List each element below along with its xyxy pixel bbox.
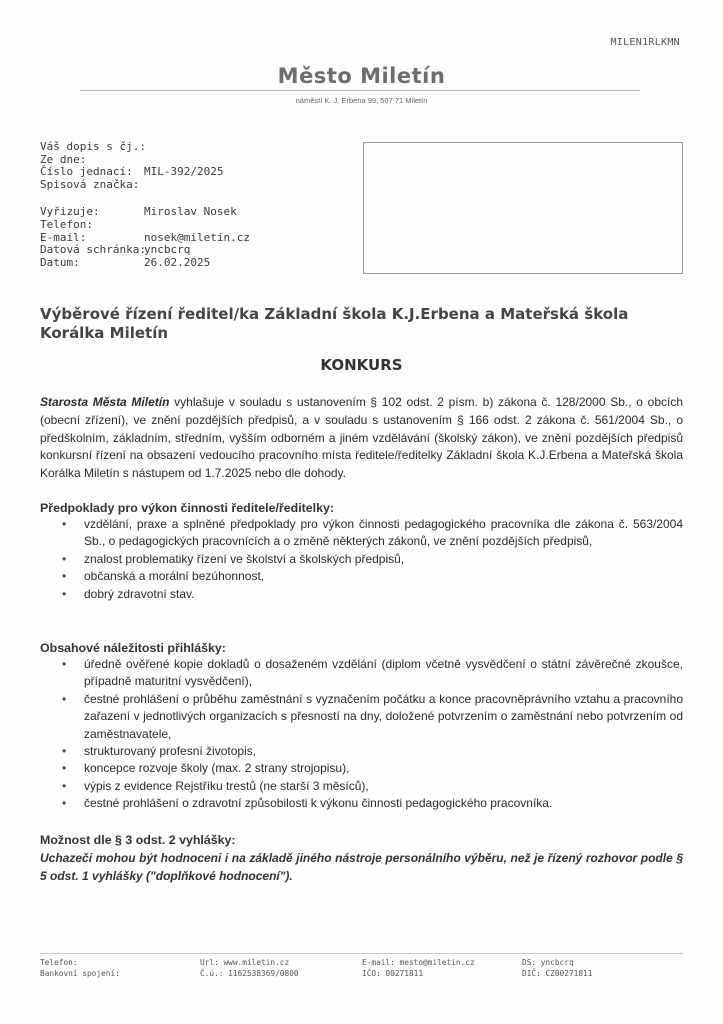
meta-label: Ze dne: — [40, 152, 87, 166]
meta-row — [40, 179, 250, 192]
footer-line: DIČ: CZ00271811 — [522, 968, 593, 978]
list-item: • čestné prohlášení o průběhu zaměstnání s vyznačením počátku a konce pracovněprávního vztahu a pracovního zařazení v jednotlivých organizacích s přesností na dny, doložené potvrzením o zaměstnání nebo potvrzením od zaměstnavatele, — [60, 691, 683, 743]
footer-col-web — [200, 958, 299, 979]
section-title: KONKURS — [320, 356, 403, 374]
list-item: • znalost problematiky řízení ve školství a školských předpisů, — [60, 551, 683, 568]
list-item: • vzdělání, praxe a splněné předpoklady pro výkon činnosti pedagogického pracovníka dle zákona č. 563/2004 Sb., o pedagogických pracovnících a o změně některých zákonů, ve znění pozdějších předpisů, — [60, 516, 683, 551]
option-text: Uchazeči mohou být hodnoceni i na základě jiného nástroje personálního výběru, než je řízený rozhovor podle § 5 odst. 1 vyhlášky ("doplňkové hodnocení"). — [40, 851, 683, 883]
meta-spacer — [40, 191, 250, 206]
intro-text: vyhlašuje v souladu s ustanovením § 102 odst. 2 písm. b) zákona č. 128/2000 Sb., o obcích (obecní zřízení), ve znění pozdějších předpisů, a v souladu s ustanovením § 166 odst. 2 zákona č. 561/2004 Sb., o předškolním, základním, středním, vyšším odborném a jiném vzdělávání (školský zákon), ve znění pozdějších předpisů konkursní řízení na obsazení vedoucího pracovního místa ředitele/ředitelky Základní škola K.J.Erbena a Mateřská škola Korálka Miletín s nástupem od 1.7.2025 nebo dle dohody. — [40, 395, 683, 481]
page-title: Město Miletín — [277, 64, 446, 88]
footer-line: Telefon: — [40, 958, 78, 967]
list-item: • koncepce rozvoje školy (max. 2 strany strojopisu), — [60, 760, 683, 777]
meta-value: MIL-392/2025 — [144, 165, 224, 179]
meta-value: nosek@miletin.cz — [144, 230, 250, 244]
meta-label: Telefon: — [40, 217, 93, 231]
meta-value: Miroslav Nosek — [144, 205, 237, 219]
application-contents-heading: Obsahové náležitosti přihlášky: — [40, 641, 226, 655]
footer-line: Bankovní spojení: — [40, 968, 120, 978]
meta-row — [40, 219, 250, 232]
list-item: • dobrý zdravotní stav. — [60, 586, 683, 603]
intro-lead: Starosta Města Miletín — [40, 395, 170, 409]
meta-label: Číslo jednací: — [40, 165, 133, 179]
footer-line: Č.ú.: 1162538369/0800 — [200, 968, 299, 978]
meta-value: yncbcrq — [144, 243, 191, 257]
meta-label: Datum: — [40, 255, 80, 269]
header-address: náměstí K. J. Erbena 99, 507 71 Miletín — [295, 96, 428, 105]
meta-row — [40, 257, 250, 270]
meta-label: Váš dopis s čj.: — [40, 140, 146, 153]
list-item: • čestné prohlášení o zdravotní způsobilosti k výkonu činnosti pedagogického pracovníka. — [60, 795, 683, 812]
header-divider — [80, 90, 640, 91]
document-subject: Výběrové řízení ředitel/ka Základní škola K.J.Erbena a Mateřská škola Korálka Miletín — [40, 305, 629, 342]
footer-line: DS: yncbcrq — [522, 958, 574, 967]
meta-row — [40, 141, 250, 154]
list-item: • strukturovaný profesní životopis, — [60, 743, 683, 760]
prerequisites-list — [60, 516, 683, 603]
application-contents-list — [60, 656, 683, 813]
intro-paragraph — [40, 394, 683, 483]
meta-row — [40, 166, 250, 179]
footer-line: Url: www.miletin.cz — [200, 958, 290, 967]
meta-row — [40, 244, 250, 257]
meta-label: E-mail: — [40, 230, 87, 244]
prerequisites-heading: Předpoklady pro výkon činnosti ředitele/ředitelky: — [40, 501, 335, 515]
footer-col-email — [362, 958, 475, 979]
option-heading: Možnost dle § 3 odst. 2 vyhlášky: — [40, 833, 236, 847]
meta-label: Spisová značka: — [40, 177, 140, 191]
document-code: MILEN1RLKMN — [610, 37, 680, 48]
reference-block — [40, 141, 250, 269]
list-item: • výpis z evidence Rejstříku trestů (ne starší 3 měsíců), — [60, 778, 683, 795]
meta-label: Datová schránka: — [40, 243, 146, 257]
footer-line: IČO: 00271811 — [362, 968, 424, 978]
footer-line: E-mail: mesto@miletin.cz — [362, 958, 475, 967]
recipient-address-box — [363, 142, 683, 274]
meta-label: Vyřizuje: — [40, 205, 100, 219]
footer-col-contact — [40, 958, 120, 979]
footer-divider — [40, 953, 683, 954]
list-item: • občanská a morální bezúhonnost, — [60, 568, 683, 585]
meta-value: 26.02.2025 — [144, 255, 211, 269]
list-item: • úředně ověřené kopie dokladů o dosaženém vzdělání (diplom včetně vysvědčení o státní závěrečné zkoušce, případně maturitní vysvědčení), — [60, 656, 683, 691]
footer-col-ids — [522, 958, 592, 979]
